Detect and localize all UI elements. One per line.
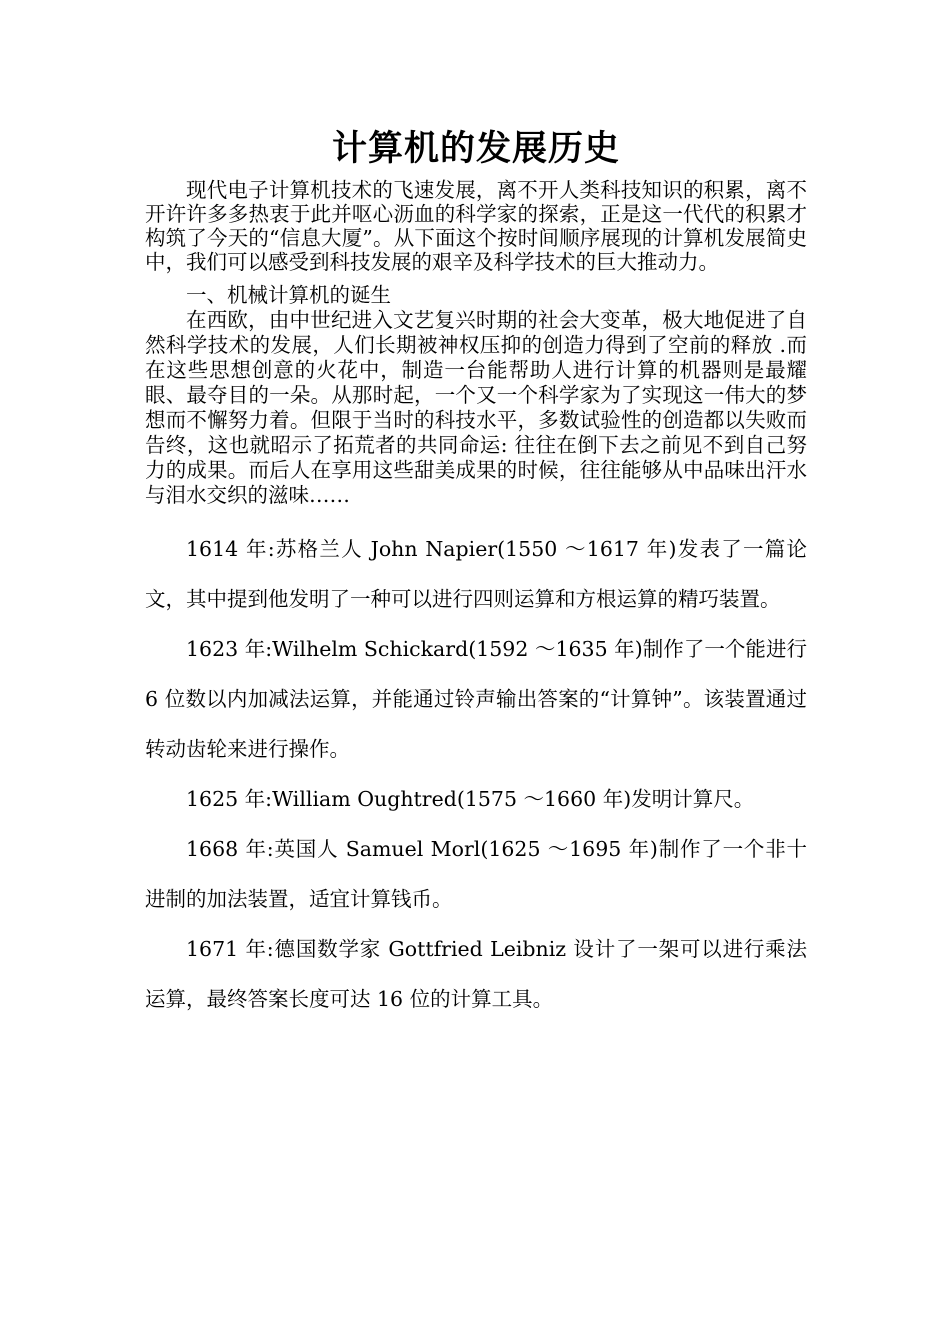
timeline-entry-1671: 1671 年:德国数学家 Gottfried Leibniz 设计了一架可以进行乘法运算，最终答案长度可达 16 位的计算工具。 (145, 937, 807, 1011)
section-heading: 一、机械计算机的诞生 (186, 283, 391, 307)
spacer (145, 508, 807, 524)
timeline-entry-1625: 1625 年:William Oughtred(1575 ～1660 年)发明计算尺。 (186, 787, 755, 811)
timeline-entry-1668: 1668 年:英国人 Samuel Morl(1625 ～1695 年)制作了一个非十进制的加法装置，适宜计算钱币。 (145, 837, 807, 911)
document-title: 计算机的发展历史 (331, 128, 620, 169)
timeline-entry-1623: 1623 年:Wilhelm Schickard(1592 ～1635 年)制作了一个能进行 6 位数以内加减法运算，并能通过铃声输出答案的“计算钟”。该装置通过转动齿轮来进行操作。 (145, 637, 807, 761)
document-page (145, 120, 807, 1024)
section-body-paragraph: 在西欧，由中世纪进入文艺复兴时期的社会大变革，极大地促进了自然科学技术的发展，人们长期被神权压抑的创造力得到了空前的释放 .而在这些思想创意的火花中，制造一台能帮助人进行计算的机器则是最耀眼、最夺目的一朵。从那时起，一个又一个科学家为了实现这一伟大的梦想而不懈努力着。但限于当时的科技水平，多数试验性的创造都以失败而告终，这也就昭示了拓荒者的共同命运: 往往在倒下去之前见不到自己努力的成果。而后人在享用这些甜美成果的时候，往往能够从中品味出汗水与泪水交织的滋味…… (145, 308, 807, 507)
timeline-entry-1614: 1614 年:苏格兰人 John Napier(1550 ～1617 年)发表了一篇论文，其中提到他发明了一种可以进行四则运算和方根运算的精巧装置。 (145, 537, 807, 611)
intro-paragraph: 现代电子计算机技术的飞速发展，离不开人类科技知识的积累，离不开许许多多热衷于此并呕心沥血的科学家的探索，正是这一代代的积累才构筑了今天的“信息大厦”。从下面这个按时间顺序展现的计算机发展简史中，我们可以感受到科技发展的艰辛及科学技术的巨大推动力。 (145, 178, 807, 274)
spacer (145, 274, 807, 282)
